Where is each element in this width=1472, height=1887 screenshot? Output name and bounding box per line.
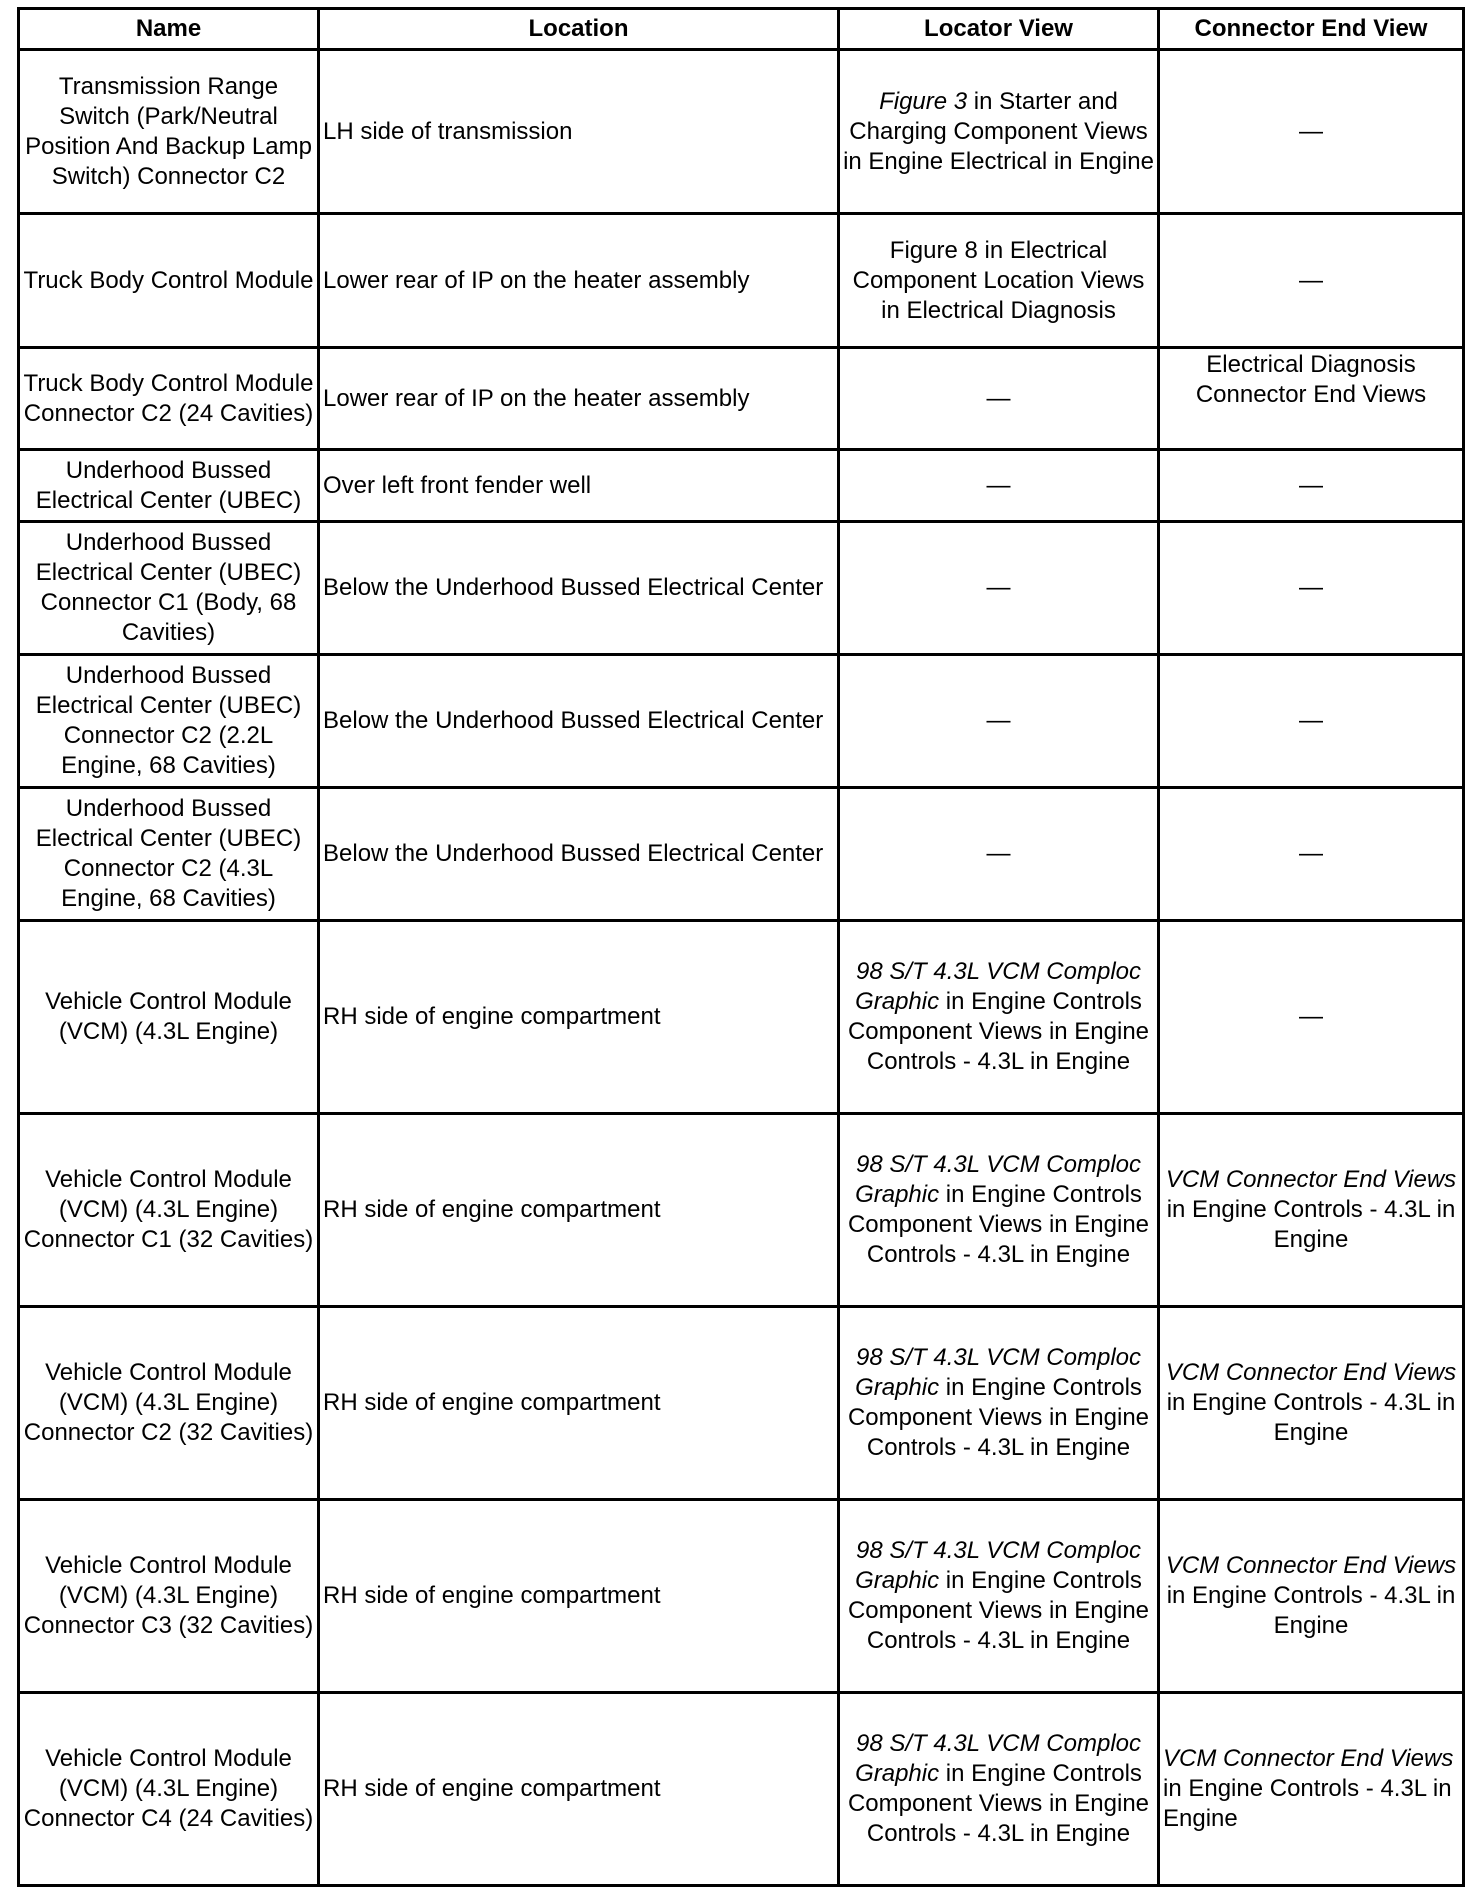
cell-locator-view: [839, 1114, 1159, 1307]
locator-view-text: in Engine Controls Component Views in Engine Controls - 4.3L in Engine: [847, 1760, 1150, 1847]
header-locator-view: Locator View: [839, 9, 1159, 50]
connector-end-text: —: [1299, 471, 1323, 499]
locator-view-text: Figure 8 in Electrical Component Location Views in Electrical Diagnosis: [852, 236, 1145, 324]
connector-end-text: —: [1299, 266, 1323, 294]
cell-connector-end-view: [1159, 1307, 1464, 1500]
cell-location: Lower rear of IP on the heater assembly: [319, 214, 839, 348]
header-connector-end-view: Connector End View: [1159, 9, 1464, 50]
cell-locator-view: [839, 450, 1159, 522]
locator-view-text: —: [986, 471, 1011, 499]
cell-connector-end-view: [1159, 655, 1464, 788]
cell-locator-view: [839, 50, 1159, 214]
cell-name: Vehicle Control Module (VCM) (4.3L Engine) Connector C1 (32 Cavities): [19, 1114, 319, 1307]
locator-view-text: —: [986, 384, 1011, 412]
cell-locator-view: [839, 522, 1159, 655]
cell-locator-view: [839, 214, 1159, 348]
locator-view-reference: 98 S/T 4.3L VCM Comploc Graphic: [855, 1151, 1141, 1208]
connector-end-text: Electrical Diagnosis Connector End Views: [1195, 351, 1427, 408]
cell-name: Underhood Bussed Electrical Center (UBEC) Connector C2 (2.2L Engine, 68 Cavities): [19, 655, 319, 788]
connector-end-reference: VCM Connector End Views: [1165, 1552, 1457, 1579]
connector-end-text: —: [1299, 574, 1323, 601]
cell-locator-view: [839, 921, 1159, 1114]
cell-location: Over left front fender well: [319, 450, 839, 522]
cell-location: RH side of engine compartment: [319, 1500, 839, 1693]
table-row: [19, 50, 1464, 214]
cell-connector-end-view: [1159, 1693, 1464, 1886]
connector-end-reference: VCM Connector End Views: [1165, 1166, 1457, 1193]
locator-view-text: in Starter and Charging Component Views in Engine Electrical in Engine: [843, 87, 1154, 175]
cell-location: RH side of engine compartment: [319, 921, 839, 1114]
cell-locator-view: [839, 1693, 1159, 1886]
connector-end-reference: VCM Connector End Views: [1163, 1745, 1454, 1772]
table-row: [19, 348, 1464, 450]
connector-end-text: in Engine Controls - 4.3L in Engine: [1166, 1196, 1456, 1253]
header-name: Name: [19, 9, 319, 50]
locator-view-reference: 98 S/T 4.3L VCM Comploc Graphic: [855, 1730, 1141, 1787]
table-row: [19, 1307, 1464, 1500]
table-row: [19, 450, 1464, 522]
cell-connector-end-view: [1159, 788, 1464, 921]
table-row: [19, 655, 1464, 788]
cell-locator-view: [839, 348, 1159, 450]
header-location: Location: [319, 9, 839, 50]
cell-locator-view: [839, 1500, 1159, 1693]
locator-view-text: in Engine Controls Component Views in Engine Controls - 4.3L in Engine: [847, 1567, 1150, 1654]
cell-name: Underhood Bussed Electrical Center (UBEC) Connector C2 (4.3L Engine, 68 Cavities): [19, 788, 319, 921]
locator-view-reference: 98 S/T 4.3L VCM Comploc Graphic: [855, 1344, 1141, 1401]
cell-name: Vehicle Control Module (VCM) (4.3L Engine) Connector C4 (24 Cavities): [19, 1693, 319, 1886]
locator-view-text: in Engine Controls Component Views in Engine Controls - 4.3L in Engine: [847, 988, 1150, 1075]
cell-connector-end-view: [1159, 348, 1464, 450]
cell-location: Below the Underhood Bussed Electrical Center: [319, 655, 839, 788]
cell-connector-end-view: [1159, 214, 1464, 348]
cell-connector-end-view: [1159, 1114, 1464, 1307]
connector-end-text: —: [1299, 707, 1323, 734]
cell-name: Truck Body Control Module Connector C2 (24 Cavities): [19, 348, 319, 450]
cell-connector-end-view: [1159, 1500, 1464, 1693]
cell-connector-end-view: [1159, 50, 1464, 214]
cell-location: RH side of engine compartment: [319, 1693, 839, 1886]
table-header-row: [19, 9, 1464, 50]
connector-end-text: in Engine Controls - 4.3L in Engine: [1163, 1775, 1452, 1832]
cell-location: RH side of engine compartment: [319, 1114, 839, 1307]
cell-name: Underhood Bussed Electrical Center (UBEC): [19, 450, 319, 522]
locator-view-reference: 98 S/T 4.3L VCM Comploc Graphic: [855, 958, 1141, 1015]
table-row: [19, 214, 1464, 348]
cell-locator-view: [839, 655, 1159, 788]
cell-name: Transmission Range Switch (Park/Neutral Position And Backup Lamp Switch) Connector C2: [19, 50, 319, 214]
table-row: [19, 1114, 1464, 1307]
locator-view-reference: 98 S/T 4.3L VCM Comploc Graphic: [855, 1537, 1141, 1594]
cell-locator-view: [839, 1307, 1159, 1500]
table-row: [19, 788, 1464, 921]
cell-name: Vehicle Control Module (VCM) (4.3L Engine): [19, 921, 319, 1114]
table-row: [19, 1500, 1464, 1693]
cell-name: Vehicle Control Module (VCM) (4.3L Engine) Connector C3 (32 Cavities): [19, 1500, 319, 1693]
cell-locator-view: [839, 788, 1159, 921]
locator-view-reference: Figure 3: [879, 87, 968, 115]
cell-location: LH side of transmission: [319, 50, 839, 214]
connector-end-text: in Engine Controls - 4.3L in Engine: [1166, 1389, 1456, 1446]
cell-connector-end-view: [1159, 450, 1464, 522]
table-row: [19, 522, 1464, 655]
cell-connector-end-view: [1159, 522, 1464, 655]
connector-end-reference: VCM Connector End Views: [1165, 1359, 1457, 1386]
cell-name: Vehicle Control Module (VCM) (4.3L Engine) Connector C2 (32 Cavities): [19, 1307, 319, 1500]
connector-end-text: —: [1299, 840, 1323, 867]
table-row: [19, 1693, 1464, 1886]
cell-location: RH side of engine compartment: [319, 1307, 839, 1500]
component-locator-table: [17, 7, 1465, 1887]
locator-view-text: —: [986, 840, 1011, 867]
connector-end-text: in Engine Controls - 4.3L in Engine: [1166, 1582, 1456, 1639]
connector-end-text: —: [1299, 117, 1323, 145]
cell-name: Truck Body Control Module: [19, 214, 319, 348]
table-row: [19, 921, 1464, 1114]
cell-location: Lower rear of IP on the heater assembly: [319, 348, 839, 450]
locator-view-text: —: [986, 574, 1011, 601]
cell-location: Below the Underhood Bussed Electrical Center: [319, 522, 839, 655]
cell-location: Below the Underhood Bussed Electrical Center: [319, 788, 839, 921]
cell-connector-end-view: [1159, 921, 1464, 1114]
locator-view-text: in Engine Controls Component Views in Engine Controls - 4.3L in Engine: [847, 1374, 1150, 1461]
locator-view-text: in Engine Controls Component Views in Engine Controls - 4.3L in Engine: [847, 1181, 1150, 1268]
cell-name: Underhood Bussed Electrical Center (UBEC) Connector C1 (Body, 68 Cavities): [19, 522, 319, 655]
locator-view-text: —: [986, 707, 1011, 734]
connector-end-text: —: [1299, 1003, 1323, 1030]
